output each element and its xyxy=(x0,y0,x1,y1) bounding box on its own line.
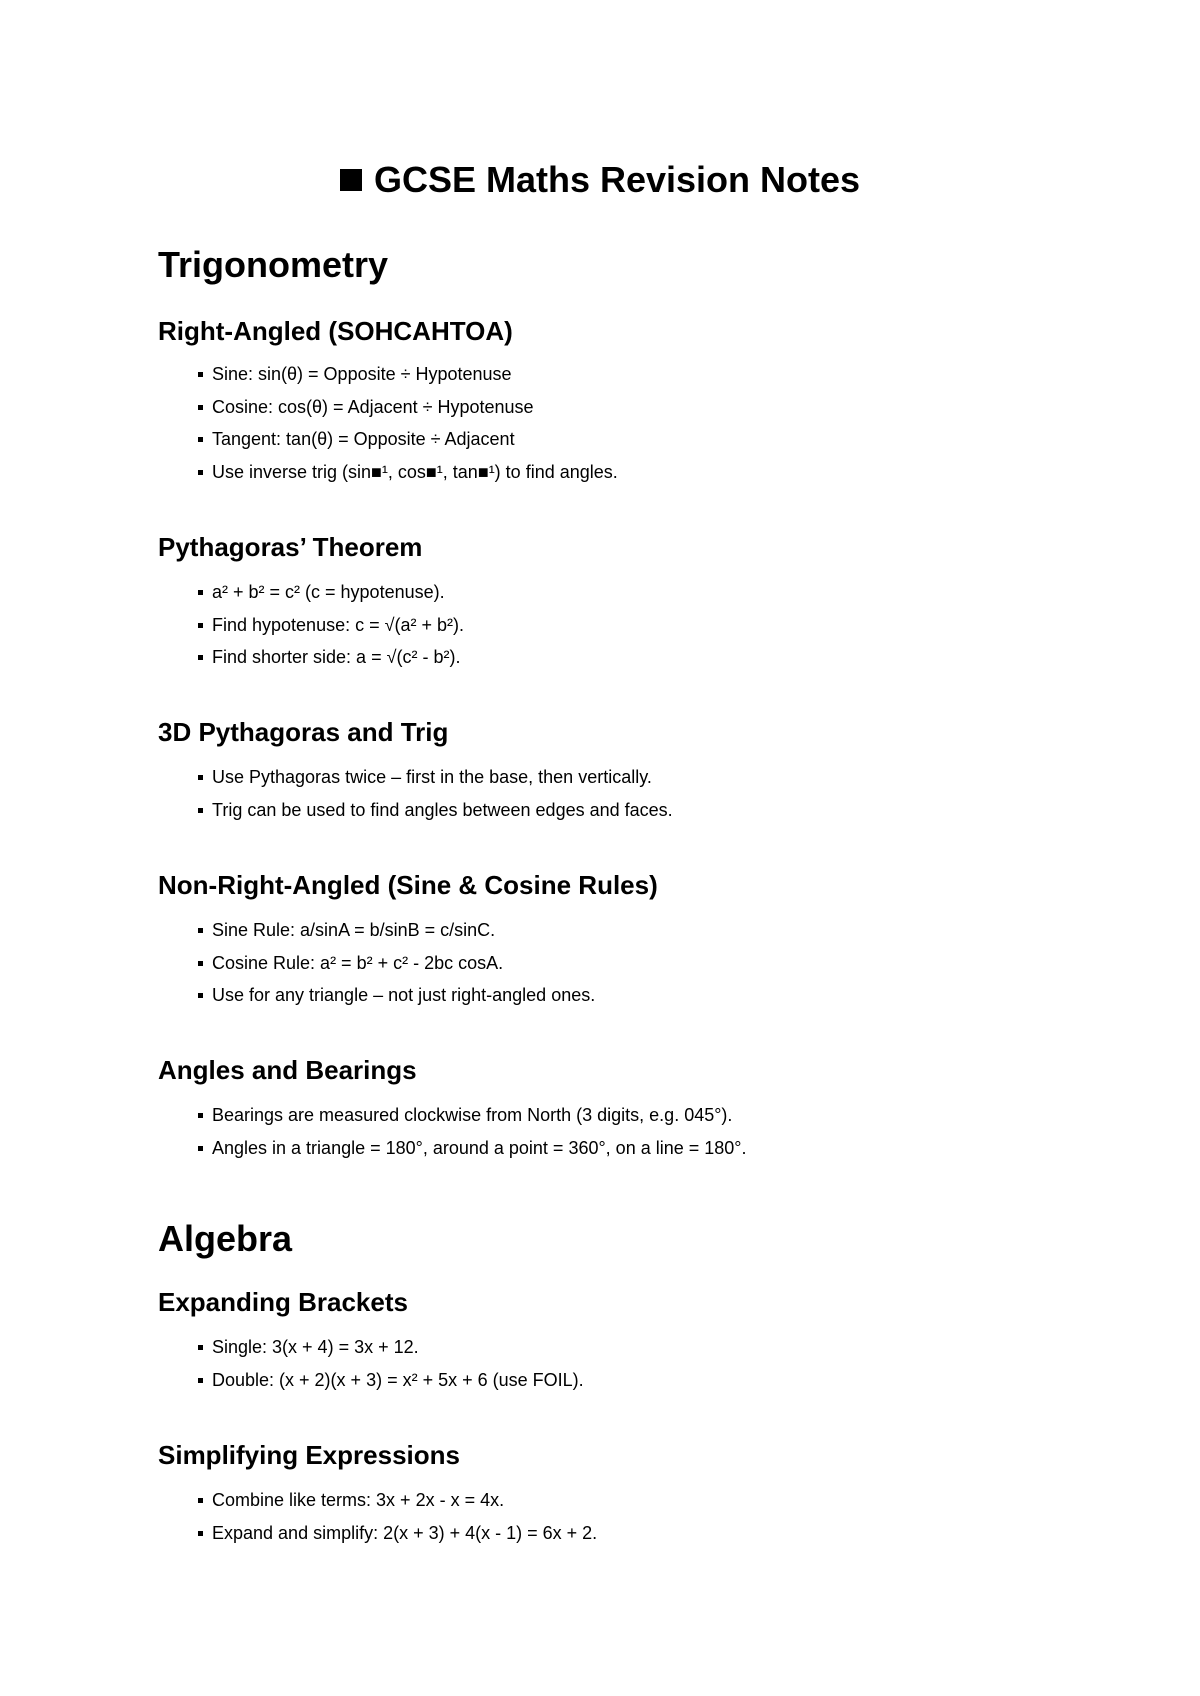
list-item: Find hypotenuse: c = √(a² + b²). xyxy=(196,609,464,642)
section-heading-algebra: Algebra xyxy=(158,1218,293,1259)
list-item: Cosine: cos(θ) = Adjacent ÷ Hypotenuse xyxy=(196,391,618,424)
list-item: Sine Rule: a/sinA = b/sinB = c/sinC. xyxy=(196,914,595,947)
list-item: Sine: sin(θ) = Opposite ÷ Hypotenuse xyxy=(196,358,618,391)
list-item: Angles in a triangle = 180°, around a point = 360°, on a line = 180°. xyxy=(196,1132,746,1165)
list-item: Double: (x + 2)(x + 3) = x² + 5x + 6 (use FOIL). xyxy=(196,1364,584,1397)
list-item: Combine like terms: 3x + 2x - x = 4x. xyxy=(196,1484,597,1517)
list-item: Use for any triangle – not just right-angled ones. xyxy=(196,979,595,1012)
subsection-heading-expanding-brackets: Expanding Brackets xyxy=(158,1287,408,1317)
subsection-heading-non-right-angled: Non-Right-Angled (Sine & Cosine Rules) xyxy=(158,870,658,900)
bullet-list-non-right-angled xyxy=(196,914,595,1012)
list-item: Single: 3(x + 4) = 3x + 12. xyxy=(196,1331,584,1364)
list-item: Cosine Rule: a² = b² + c² - 2bc cosA. xyxy=(196,947,595,980)
list-item: Use inverse trig (sin■¹, cos■¹, tan■¹) to find angles. xyxy=(196,456,618,489)
list-item: a² + b² = c² (c = hypotenuse). xyxy=(196,576,464,609)
bullet-list-3d-pythagoras xyxy=(196,761,673,826)
list-item: Bearings are measured clockwise from North (3 digits, e.g. 045°). xyxy=(196,1099,746,1132)
bullet-list-expanding-brackets xyxy=(196,1331,584,1396)
list-item: Find shorter side: a = √(c² - b²). xyxy=(196,641,464,674)
bullet-list-right-angled xyxy=(196,358,618,488)
bullet-list-simplifying xyxy=(196,1484,597,1549)
bullet-list-pythagoras xyxy=(196,576,464,674)
page-title-text: GCSE Maths Revision Notes xyxy=(373,159,861,200)
page-title xyxy=(0,156,1200,204)
subsection-heading-angles-bearings: Angles and Bearings xyxy=(158,1055,417,1085)
list-item: Use Pythagoras twice – first in the base, then vertically. xyxy=(196,761,673,794)
list-item: Trig can be used to find angles between edges and faces. xyxy=(196,794,673,827)
square-icon xyxy=(340,169,362,191)
section-heading-trigonometry: Trigonometry xyxy=(158,244,389,285)
list-item: Tangent: tan(θ) = Opposite ÷ Adjacent xyxy=(196,423,618,456)
subsection-heading-simplifying: Simplifying Expressions xyxy=(158,1440,460,1470)
list-item: Expand and simplify: 2(x + 3) + 4(x - 1) = 6x + 2. xyxy=(196,1517,597,1550)
subsection-heading-3d-pythagoras: 3D Pythagoras and Trig xyxy=(158,717,449,747)
bullet-list-angles-bearings xyxy=(196,1099,746,1164)
subsection-heading-pythagoras: Pythagoras’ Theorem xyxy=(158,532,423,562)
subsection-heading-right-angled: Right-Angled (SOHCAHTOA) xyxy=(158,316,513,346)
